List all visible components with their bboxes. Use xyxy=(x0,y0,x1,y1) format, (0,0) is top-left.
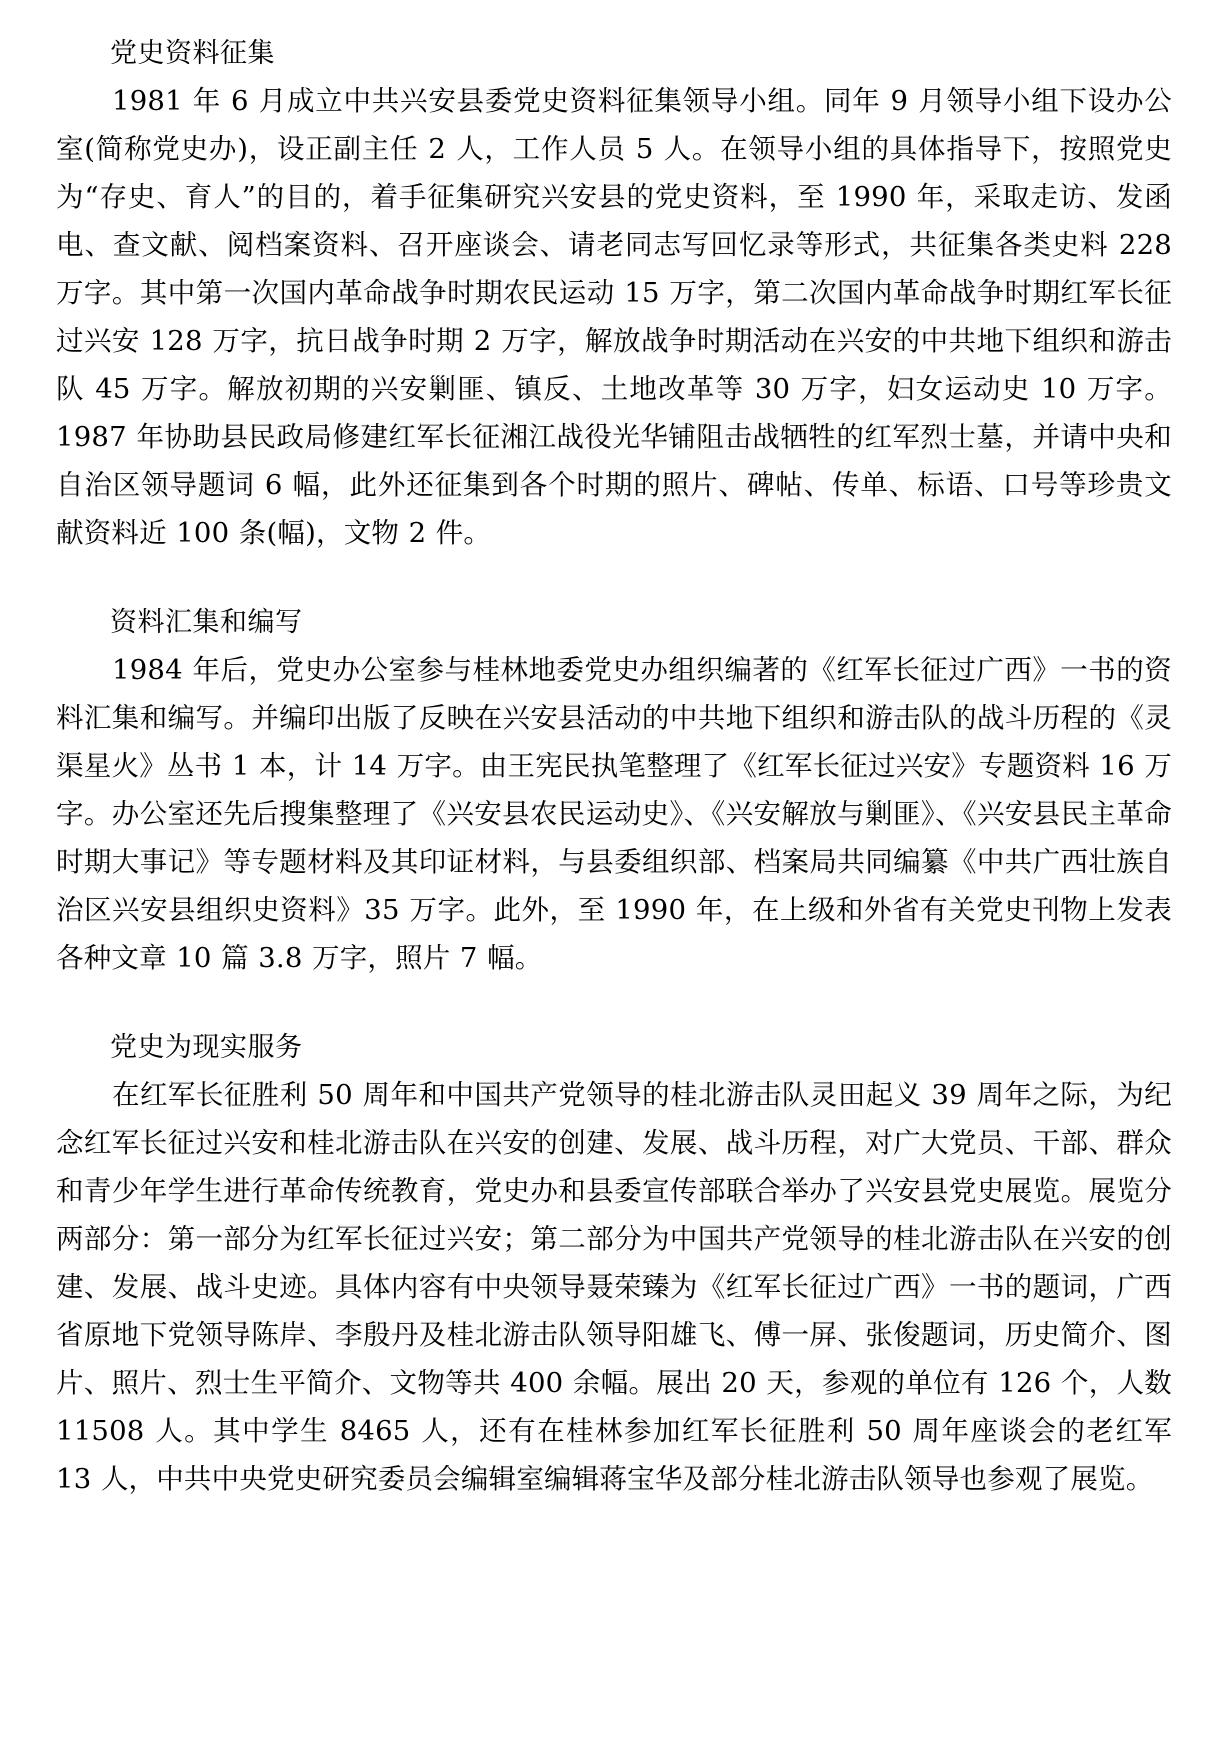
section-collection xyxy=(56,30,1172,557)
section-compilation xyxy=(56,599,1172,982)
section-heading-compilation: 资料汇集和编写 xyxy=(110,607,303,638)
section-heading-service: 党史为现实服务 xyxy=(110,1032,303,1063)
section-paragraph-compilation: 1984 年后，党史办公室参与桂林地委党史办组织编著的《红军长征过广西》一书的资料汇集和编写。并编印出版了反映在兴安县活动的中共地下组织和游击队的战斗历程的《灵渠星火》丛书 1 本，计 14 万字。由王宪民执笔整理了《红军长征过兴安》专题资料 16 万字。办公室还先后搜集整理了《兴安县农民运动史》、《兴安解放与剿匪》、《兴安县民主革命时期大事记》等专题材料及其印证材料，与县委组织部、档案局共同编纂《中共广西壮族自治区兴安县组织史资料》35 万字。此外，至 1990 年，在上级和外省有关党史刊物上发表各种文章 10 篇 3.8 万字，照片 7 幅。 xyxy=(56,654,1172,974)
section-paragraph-service: 在红军长征胜利 50 周年和中国共产党领导的桂北游击队灵田起义 39 周年之际，为纪念红军长征过兴安和桂北游击队在兴安的创建、发展、战斗历程，对广大党员、干部、群众和青少年学生进行革命传统教育，党史办和县委宣传部联合举办了兴安县党史展览。展览分两部分：第一部分为红军长征过兴安；第二部分为中国共产党领导的桂北游击队在兴安的创建、发展、战斗史迹。具体内容有中央领导聂荣臻为《红军长征过广西》一书的题词，广西省原地下党领导陈岸、李殷丹及桂北游击队领导阳雄飞、傅一屏、张俊题词，历史简介、图片、照片、烈士生平简介、文物等共 400 余幅。展出 20 天，参观的单位有 126 个，人数 11508 人。其中学生 8465 人，还有在桂林参加红军长征胜利 50 周年座谈会的老红军 13 人，中共中央党史研究委员会编辑室编辑蒋宝华及部分桂北游击队领导也参观了展览。 xyxy=(56,1079,1172,1495)
section-heading-collection: 党史资料征集 xyxy=(110,38,275,69)
document-body xyxy=(56,30,1172,1503)
section-service xyxy=(56,1024,1172,1503)
section-paragraph-collection: 1981 年 6 月成立中共兴安县委党史资料征集领导小组。同年 9 月领导小组下设办公室(简称党史办)，设正副主任 2 人，工作人员 5 人。在领导小组的具体指导下，按照党史为“存史、育人”的目的，着手征集研究兴安县的党史资料，至 1990 年，采取走访、发函电、查文献、阅档案资料、召开座谈会、请老同志写回忆录等形式，共征集各类史料 228 万字。其中第一次国内革命战争时期农民运动 15 万字，第二次国内革命战争时期红军长征过兴安 128 万字，抗日战争时期 2 万字，解放战争时期活动在兴安的中共地下组织和游击队 45 万字。解放初期的兴安剿匪、镇反、土地改革等 30 万字，妇女运动史 10 万字。1987 年协助县民政局修建红军长征湘江战役光华铺阻击战牺牲的红军烈士墓，并请中央和自治区领导题词 6 幅，此外还征集到各个时期的照片、碑帖、传单、标语、口号等珍贵文献资料近 100 条(幅)，文物 2 件。 xyxy=(56,85,1172,549)
